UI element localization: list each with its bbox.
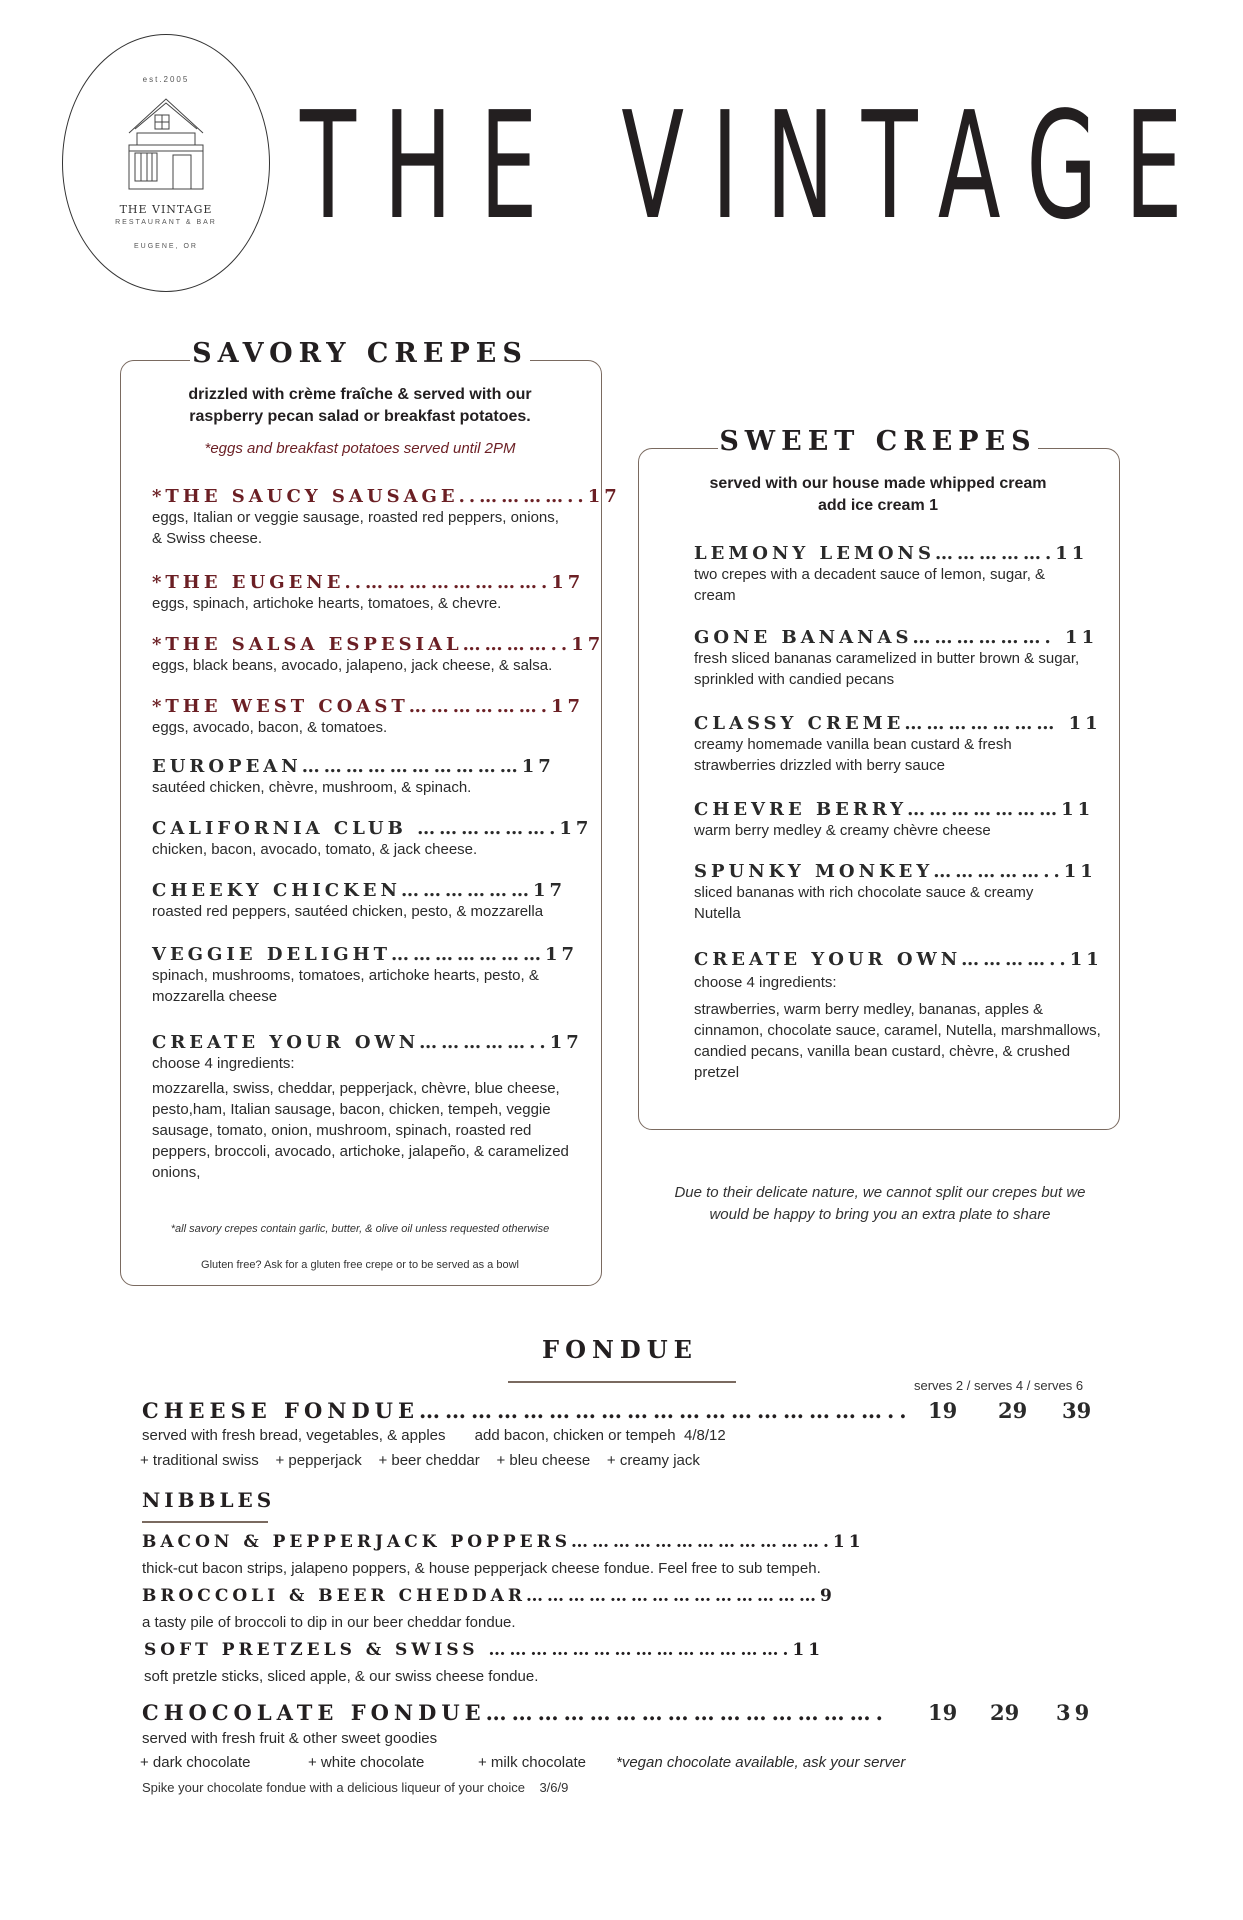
nibbles-title: NIBBLES bbox=[142, 1488, 276, 1512]
item-name: CALIFORNIA CLUB ……………….17 bbox=[152, 818, 593, 839]
list-item bbox=[152, 756, 572, 818]
savory-title: SAVORY CREPES bbox=[190, 338, 530, 369]
list-item bbox=[152, 696, 585, 756]
chocolate-price-2: 19 bbox=[928, 1700, 958, 1725]
chocolate-desc: served with fresh fruit & other sweet goodies bbox=[142, 1730, 438, 1747]
item-desc: sautéed chicken, chèvre, mushroom, & spinach. bbox=[152, 779, 472, 796]
item-name: CHEVRE BERRY…………………11 bbox=[694, 799, 1095, 820]
vegan-note: *vegan chocolate available, ask your server bbox=[616, 1754, 906, 1771]
chocolate-price-4: 29 bbox=[990, 1700, 1020, 1725]
item-desc: eggs, spinach, artichoke hearts, tomatoes, & chevre. bbox=[152, 595, 502, 612]
item-name: VEGGIE DELIGHT…………………17 bbox=[152, 944, 579, 965]
fondue-underline bbox=[508, 1381, 736, 1383]
ingredients: strawberries, warm berry medley, bananas, apples & cinnamon, chocolate sauce, caramel, Nutella, marshmallows, candied pecans, vanilla bean custard, chèvre, & crushed pretzel bbox=[694, 1001, 1101, 1081]
list-item bbox=[694, 543, 1114, 627]
sweet-subtitle: served with our house made whipped cream bbox=[709, 475, 1047, 492]
cheese-desc: served with fresh bread, vegetables, & apples add bacon, chicken or tempeh 4/8/12 bbox=[142, 1427, 726, 1444]
ice-cream-note: add ice cream 1 bbox=[817, 497, 939, 514]
restaurant-logo bbox=[62, 34, 270, 292]
logo-est: est.2005 bbox=[142, 75, 190, 84]
item-desc: sliced bananas with rich chocolate sauce & creamy Nutella bbox=[694, 884, 1034, 922]
item-name: *THE SALSA ESPESIAL…………..17 bbox=[152, 634, 605, 655]
item-name: *THE WEST COAST……………….17 bbox=[152, 696, 585, 717]
cheese-options: + traditional swiss + pepperjack + beer cheddar + bleu cheese + creamy jack bbox=[140, 1452, 700, 1469]
savory-footnote: *all savory crepes contain garlic, butter, & olive oil unless requested otherwise bbox=[170, 1223, 550, 1235]
chocolate-fondue-name: CHOCOLATE FONDUE………………………………………. bbox=[142, 1700, 888, 1725]
item-desc: eggs, Italian or veggie sausage, roasted red peppers, onions, & Swiss cheese. bbox=[152, 509, 559, 547]
item-name: CLASSY CREME………………… 11 bbox=[694, 713, 1102, 734]
list-item bbox=[152, 486, 621, 572]
item-desc: fresh sliced bananas caramelized in butter brown & sugar, sprinkled with candied pecans bbox=[694, 650, 1080, 688]
item-name: SPUNKY MONKEY……………..11 bbox=[694, 861, 1097, 882]
item-name: *THE EUGENE..…………………….17 bbox=[152, 572, 585, 593]
house-icon bbox=[121, 93, 211, 193]
item-desc: eggs, avocado, bacon, & tomatoes. bbox=[152, 719, 388, 736]
chocolate-option-white: + white chocolate bbox=[308, 1754, 425, 1771]
item-desc: warm berry medley & creamy chèvre cheese bbox=[694, 822, 991, 839]
nibble-name: BACON & PEPPERJACK POPPERS……………………………….11 bbox=[142, 1532, 865, 1552]
item-desc: chicken, bacon, avocado, tomato, & jack cheese. bbox=[152, 841, 478, 858]
list-item bbox=[152, 818, 593, 880]
item-desc: creamy homemade vanilla bean custard & fresh strawberries drizzled with berry sauce bbox=[694, 736, 1012, 774]
logo-name: THE VINTAGE bbox=[119, 203, 213, 216]
item-name: *THE SAUCY SAUSAGE..…………..17 bbox=[152, 486, 621, 507]
item-name: GONE BANANAS………………. 11 bbox=[694, 627, 1099, 648]
gluten-note: Gluten free? Ask for a gluten free crepe or to be served as a bowl bbox=[201, 1259, 519, 1271]
item-desc: choose 4 ingredients: bbox=[152, 1055, 295, 1072]
nibble-name: SOFT PRETZELS & SWISS …………………………………….11 bbox=[144, 1640, 825, 1660]
list-item bbox=[694, 627, 1114, 713]
item-desc: eggs, black beans, avocado, jalapeno, jack cheese, & salsa. bbox=[152, 657, 553, 674]
list-item bbox=[152, 1032, 583, 1183]
nibbles-underline bbox=[142, 1521, 268, 1523]
logo-city: EUGENE, OR bbox=[134, 243, 198, 250]
cheese-fondue-name: CHEESE FONDUE……………………………………………….. bbox=[142, 1398, 912, 1423]
item-name: CREATE YOUR OWN…………..11 bbox=[694, 949, 1103, 970]
list-item bbox=[694, 799, 1114, 861]
list-item bbox=[694, 949, 1114, 1083]
fondue-title: FONDUE bbox=[542, 1335, 698, 1364]
cheese-price-2: 19 bbox=[928, 1398, 958, 1423]
split-note: Due to their delicate nature, we cannot split our crepes but we would be happy to bring you an extra plate to share bbox=[674, 1184, 1086, 1223]
item-name: CREATE YOUR OWN……………..17 bbox=[152, 1032, 583, 1053]
chocolate-option-milk: + milk chocolate bbox=[478, 1754, 586, 1771]
item-desc: choose 4 ingredients: bbox=[694, 974, 837, 991]
spike-note: Spike your chocolate fondue with a delicious liqueur of your choice 3/6/9 bbox=[142, 1780, 569, 1795]
item-name: EUROPEAN…………………………17 bbox=[152, 756, 555, 777]
item-desc: spinach, mushrooms, tomatoes, artichoke hearts, pesto, & mozzarella cheese bbox=[152, 967, 539, 1005]
nibble-name: BROCCOLI & BEER CHEDDAR……………………………………9 bbox=[142, 1586, 836, 1606]
savory-note: *eggs and breakfast potatoes served until 2PM bbox=[204, 440, 516, 457]
nibble-desc: soft pretzle sticks, sliced apple, & our swiss cheese fondue. bbox=[144, 1668, 539, 1685]
cheese-price-6: 39 bbox=[1062, 1398, 1092, 1423]
savory-subtitle: drizzled with crème fraîche & served with our raspberry pecan salad or breakfast potatoes. bbox=[188, 386, 532, 425]
chocolate-price-6: 39 bbox=[1056, 1700, 1094, 1725]
nibble-desc: a tasty pile of broccoli to dip in our beer cheddar fondue. bbox=[142, 1614, 516, 1631]
sweet-title: SWEET CREPES bbox=[719, 426, 1037, 457]
sweet-list bbox=[694, 543, 1114, 1083]
list-item bbox=[152, 572, 585, 634]
logo-subtitle: RESTAURANT & BAR bbox=[115, 219, 217, 226]
nibble-desc: thick-cut bacon strips, jalapeno poppers, & house pepperjack cheese fondue. Feel free to sub tempeh. bbox=[142, 1560, 821, 1577]
item-desc: roasted red peppers, sautéed chicken, pesto, & mozzarella bbox=[152, 903, 544, 920]
page-title: THE VINTAGE bbox=[300, 80, 1210, 252]
item-name: CHEEKY CHICKEN………………17 bbox=[152, 880, 566, 901]
serves-header: serves 2 / serves 4 / serves 6 bbox=[914, 1378, 1084, 1393]
cheese-price-4: 29 bbox=[998, 1398, 1028, 1423]
ingredients: mozzarella, swiss, cheddar, pepperjack, chèvre, blue cheese, pesto,ham, Italian sausage, bacon, chicken, tempeh, veggie sausage, tomato, onion, mushroom, spinach, roasted red peppers, broccoli, avocado, artichoke, jalapeño, & caramelized onions, bbox=[152, 1080, 569, 1181]
list-item bbox=[694, 861, 1114, 949]
list-item bbox=[152, 944, 579, 1032]
list-item bbox=[152, 880, 572, 944]
list-item bbox=[694, 713, 1114, 799]
item-desc: two crepes with a decadent sauce of lemon, sugar, & cream bbox=[694, 566, 1046, 604]
list-item bbox=[152, 634, 605, 696]
chocolate-option-dark: + dark chocolate bbox=[140, 1754, 251, 1771]
savory-list bbox=[152, 486, 621, 1183]
item-name: LEMONY LEMONS…………….11 bbox=[694, 543, 1089, 564]
